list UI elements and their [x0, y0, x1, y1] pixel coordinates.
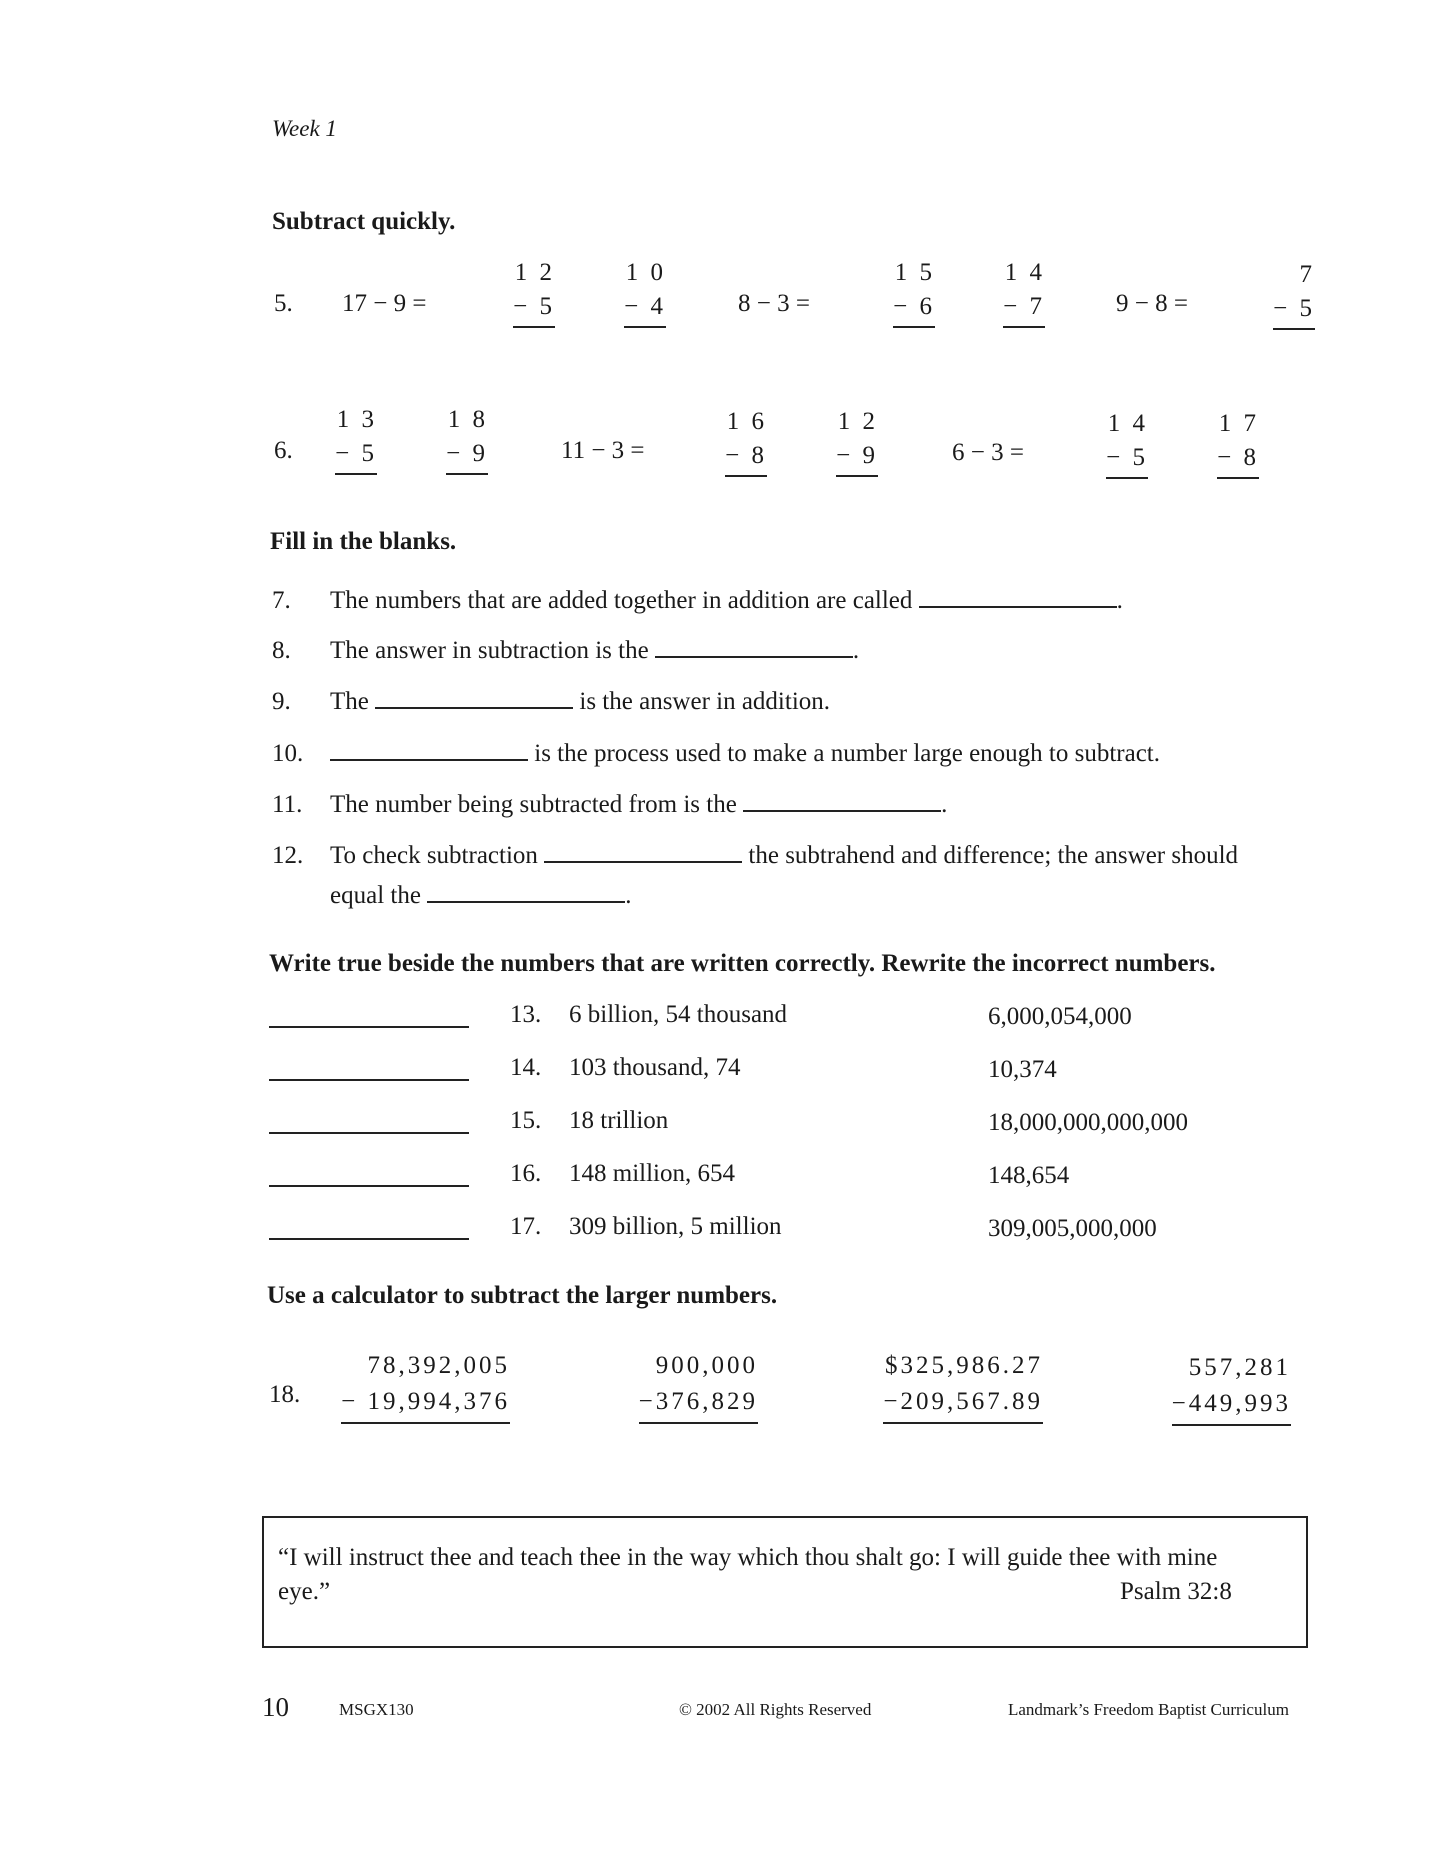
item-number: 11. — [272, 791, 303, 818]
subtrahend: −449,993 — [1172, 1386, 1291, 1426]
answer-blank[interactable] — [375, 685, 573, 709]
subtrahend: − 7 — [1003, 290, 1045, 328]
minuend: 1 7 — [1218, 410, 1259, 437]
vertical-problem — [717, 405, 767, 477]
page-number: 10 — [262, 1692, 289, 1722]
calc-problem — [843, 1348, 1043, 1424]
number-words: 103 thousand, 74 — [569, 1054, 741, 1081]
subtrahend: − 4 — [624, 290, 666, 328]
minuend: 78,392,005 — [367, 1352, 510, 1379]
vertical-problem — [995, 256, 1045, 328]
inline-problem: 8 − 3 = — [738, 290, 810, 317]
subtrahend: − 8 — [1217, 441, 1259, 479]
problem-number: 5. — [274, 290, 293, 317]
answer-blank[interactable] — [269, 1185, 469, 1187]
number-value: 10,374 — [988, 1056, 1057, 1083]
item-text: is the answer in addition. — [579, 688, 831, 715]
verse-reference: Psalm 32:8 — [1120, 1578, 1232, 1605]
item-number: 9. — [272, 688, 291, 715]
vertical-problem — [505, 256, 555, 328]
publisher: Landmark’s Freedom Baptist Curriculum — [1008, 1700, 1289, 1719]
answer-blank[interactable] — [544, 839, 742, 863]
course-code: MSGX130 — [339, 1700, 414, 1719]
fill-item-12 — [272, 839, 1238, 870]
item-number: 17. — [510, 1213, 542, 1240]
minuend: 1 6 — [726, 408, 767, 435]
item-number: 12. — [272, 842, 304, 869]
section-title-subtract: Subtract quickly. — [272, 208, 456, 235]
subtrahend: −376,829 — [639, 1384, 758, 1424]
item-text: . — [852, 637, 860, 664]
subtrahend: − 8 — [725, 439, 767, 477]
copyright: © 2002 All Rights Reserved — [679, 1700, 872, 1719]
vertical-problem — [885, 256, 935, 328]
subtrahend: − 5 — [1273, 292, 1315, 330]
item-number: 13. — [510, 1001, 542, 1028]
subtrahend: − 5 — [513, 290, 555, 328]
calc-problem — [578, 1348, 758, 1424]
minuend: 1 4 — [1107, 410, 1148, 437]
minuend: 1 8 — [447, 406, 488, 433]
minuend: 1 0 — [625, 259, 666, 286]
section-title-fill: Fill in the blanks. — [270, 528, 457, 555]
answer-blank[interactable] — [427, 879, 625, 903]
minuend: 7 — [1299, 261, 1315, 288]
vertical-problem — [616, 256, 666, 328]
vertical-problem — [327, 403, 377, 475]
answer-blank[interactable] — [269, 1026, 469, 1028]
answer-blank[interactable] — [743, 788, 941, 812]
problem-number: 18. — [269, 1381, 301, 1408]
calc-problem — [330, 1348, 510, 1424]
item-text: To check subtraction — [330, 842, 538, 869]
minuend: $325,986.27 — [885, 1352, 1043, 1379]
minuend: 1 2 — [514, 259, 555, 286]
vertical-problem — [1209, 407, 1259, 479]
minuend: 1 3 — [336, 406, 377, 433]
number-value: 148,654 — [988, 1162, 1070, 1189]
subtrahend: − 5 — [335, 437, 377, 475]
subtrahend: − 19,994,376 — [341, 1384, 510, 1424]
item-text: The — [330, 688, 369, 715]
item-number: 7. — [272, 587, 291, 614]
minuend: 1 4 — [1004, 259, 1045, 286]
number-value: 6,000,054,000 — [988, 1003, 1132, 1030]
minuend: 1 5 — [894, 259, 935, 286]
subtrahend: − 9 — [446, 437, 488, 475]
fill-item-12-line2 — [330, 879, 631, 910]
item-number: 8. — [272, 637, 291, 664]
number-value: 309,005,000,000 — [988, 1215, 1157, 1242]
vertical-problem — [1098, 407, 1148, 479]
answer-blank[interactable] — [919, 584, 1117, 608]
week-label: Week 1 — [272, 116, 337, 141]
calc-problem — [1111, 1350, 1291, 1426]
minuend: 900,000 — [655, 1352, 758, 1379]
item-text: The number being subtracted from is the — [330, 791, 737, 818]
item-number: 16. — [510, 1160, 542, 1187]
vertical-problem — [1265, 258, 1315, 330]
fill-item-7 — [272, 584, 1123, 615]
item-text: . — [1116, 587, 1123, 614]
fill-item-10 — [272, 737, 1160, 768]
minuend: 1 2 — [837, 408, 878, 435]
vertical-problem — [828, 405, 878, 477]
fill-item-11 — [272, 788, 947, 819]
subtrahend: − 6 — [893, 290, 935, 328]
subtrahend: − 5 — [1106, 441, 1148, 479]
minuend: 557,281 — [1188, 1354, 1291, 1381]
subtrahend: −209,567.89 — [883, 1384, 1043, 1424]
inline-problem: 6 − 3 = — [952, 439, 1024, 466]
answer-blank[interactable] — [269, 1079, 469, 1081]
fill-item-9 — [272, 685, 830, 716]
inline-problem: 17 − 9 = — [342, 290, 427, 317]
number-words: 6 billion, 54 thousand — [569, 1001, 788, 1028]
item-text: . — [625, 882, 632, 909]
answer-blank[interactable] — [330, 737, 528, 761]
number-words: 148 million, 654 — [569, 1160, 735, 1187]
item-text: The answer in subtraction is the — [330, 637, 649, 664]
problem-number: 6. — [274, 437, 293, 464]
answer-blank[interactable] — [269, 1132, 469, 1134]
section-title-true: Write true beside the numbers that are written correctly. Rewrite the incorrect numbers. — [269, 950, 1216, 977]
fill-item-8 — [272, 634, 859, 665]
item-text: is the process used to make a number large enough to subtract. — [534, 740, 1161, 767]
verse-line-2: eye.” — [278, 1578, 331, 1605]
number-words: 309 billion, 5 million — [569, 1213, 782, 1240]
number-value: 18,000,000,000,000 — [988, 1109, 1188, 1136]
item-text: the subtrahend and difference; the answer should — [748, 842, 1239, 869]
verse-line-1: “I will instruct thee and teach thee in the way which thou shalt go: I will guide thee with mine — [278, 1544, 1218, 1571]
item-number: 10. — [272, 740, 304, 767]
verse-box — [262, 1516, 1308, 1648]
answer-blank[interactable] — [269, 1238, 469, 1240]
inline-problem: 11 − 3 = — [561, 437, 645, 464]
number-words: 18 trillion — [569, 1107, 669, 1134]
subtrahend: − 9 — [836, 439, 878, 477]
answer-blank[interactable] — [655, 634, 853, 658]
inline-problem: 9 − 8 = — [1116, 290, 1188, 317]
item-text: . — [941, 791, 948, 818]
item-number: 14. — [510, 1054, 542, 1081]
item-number: 15. — [510, 1107, 542, 1134]
item-text: The numbers that are added together in addition are called — [330, 587, 913, 614]
item-text: equal the — [330, 882, 421, 909]
vertical-problem — [438, 403, 488, 475]
section-title-calc: Use a calculator to subtract the larger numbers. — [267, 1282, 778, 1309]
